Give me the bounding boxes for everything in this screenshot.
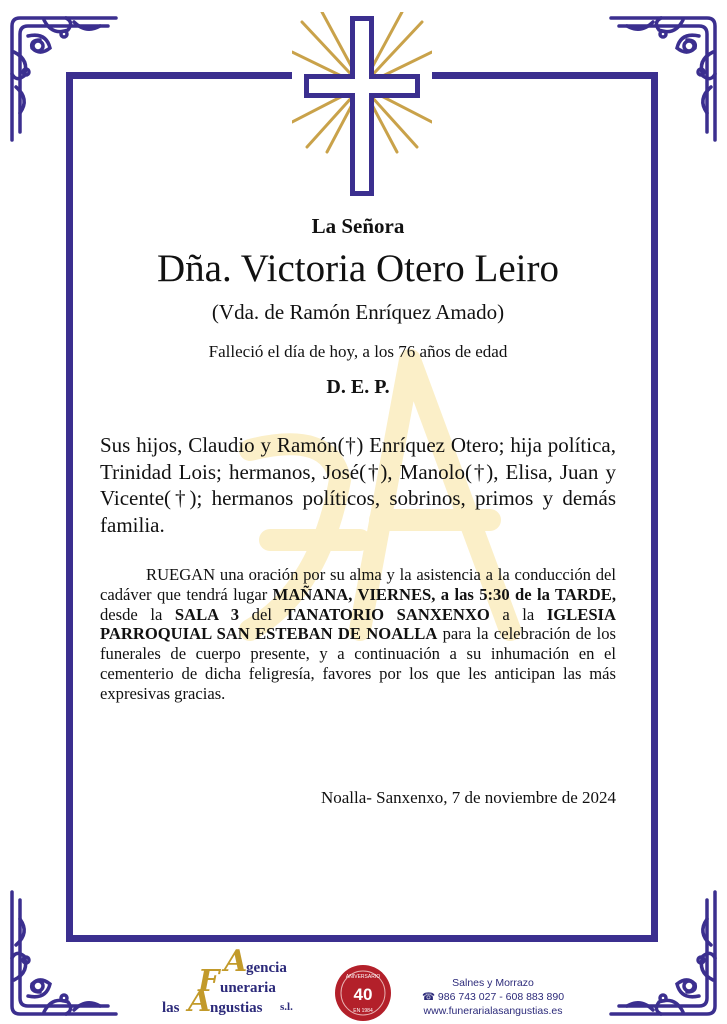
seal-bottom-text: EN 1984 <box>353 1008 373 1014</box>
contact-block <box>408 976 578 1018</box>
request-text <box>100 565 616 704</box>
request-text-4: a la <box>489 604 547 624</box>
logo-line-3: ngustias <box>210 1000 263 1016</box>
logo-cap-a2: A <box>188 984 212 1019</box>
logo-cap-f: F <box>198 964 220 999</box>
request-bold-4: IGLESIA PARROQUIAL SAN ESTEBAN DE NOALLA <box>100 604 616 644</box>
seal-number: 40 <box>353 985 373 1004</box>
family-paragraph <box>100 432 616 538</box>
logo-cap-a: A <box>224 944 248 979</box>
death-line: Falleció el día de hoy, a los 76 años de edad <box>208 342 508 361</box>
place-date: Noalla- Sanxenxo, 7 de noviembre de 2024 <box>320 788 616 807</box>
request-text-5: para la celebración de los funerales de cuerpo presente, y a continuación a su inhumación en el cementerio de dicha feligresía, favores por los que les anticipan las más expresivas gracias. <box>100 624 616 703</box>
logo-pre-3: las <box>162 1000 180 1016</box>
request-bold-1: MAÑANA, VIERNES, a las 5:30 de la TARDE, <box>272 584 616 604</box>
notice-title: La Señora <box>311 214 405 238</box>
deceased-name: Dña. Victoria Otero Leiro <box>157 247 559 290</box>
request-paragraph <box>100 565 616 704</box>
request-text-3: del <box>239 604 285 624</box>
request-bold-3: TANATORIO SANXENXO <box>284 604 490 624</box>
contact-web: www.funerarialasangustias.es <box>423 1005 563 1017</box>
contact-region: Salnes y Morrazo <box>452 977 534 989</box>
footer <box>0 946 727 1024</box>
corner-ornament-icon <box>608 12 723 142</box>
cross-icon <box>292 12 432 202</box>
logo-suffix: s.l. <box>280 1001 293 1013</box>
dep-text: D. E. P. <box>326 376 390 398</box>
request-text-2: desde la <box>100 604 175 624</box>
request-text-1: RUEGAN una oración por su alma y la asistencia a la conducción del cadáver que tendrá lugar <box>100 565 616 604</box>
corner-ornament-icon <box>4 12 119 142</box>
cross-emblem <box>292 12 432 202</box>
logo-line-2: uneraria <box>220 980 276 996</box>
request-bold-2: SALA 3 <box>174 604 240 624</box>
anniversary-seal-icon <box>334 964 392 1022</box>
agency-logo <box>162 944 312 1020</box>
widow-note: (Vda. de Ramón Enríquez Amado) <box>211 300 505 324</box>
logo-line-1: gencia <box>246 960 287 976</box>
family-text: Sus hijos, Claudio y Ramón(†) Enríquez Otero; hija política, Trinidad Lois; hermanos, José(†), Manolo(†), Elisa, Juan y Vicente(†); hermanos políticos, sobrinos, primos y demás familia. <box>100 433 616 537</box>
contact-phones: ☎ 986 743 027 - 608 883 890 <box>421 991 565 1003</box>
seal-top-text: ANIVERSARIO <box>345 974 381 980</box>
